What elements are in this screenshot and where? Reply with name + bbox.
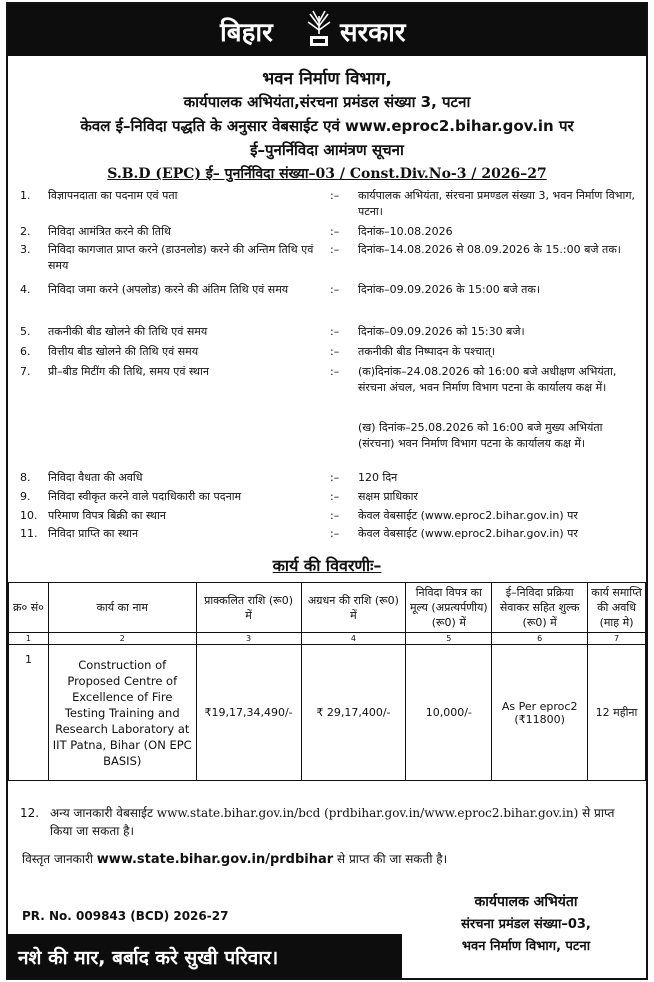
column-header: क्र० सं० [9,583,49,633]
column-number: 6 [492,633,588,645]
detail-website: www.state.bihar.gov.in/prdbihar [96,852,334,867]
estimated-amount: ₹19,17,34,490/- [196,645,301,781]
table-row [9,645,646,781]
fee-amount: (₹11800) [514,712,565,726]
notice-title: ई–पुनर्निविदा आमंत्रण सूचना [250,141,404,159]
office-name: कार्यपालक अभियंता,संरचना प्रमंडल संख्या 3, पटना [183,93,471,111]
column-header: अग्रधन की राशि (रू0) में [301,583,406,633]
signature-department: भवन निर्माण विभाग, पटना [461,939,591,954]
emblem-icon [304,8,334,52]
column-number-row [9,633,646,645]
column-header: ई–निविदा प्रक्रिया सेवाकर सहित शुल्क (रू0) में [492,583,588,633]
column-number: 5 [406,633,492,645]
detail-info: विस्तृत जानकारी www.state.bihar.gov.in/prdbihar से प्राप्त की जा सकती है। [22,852,448,867]
column-header: निविदा विपत्र का मूल्य (अप्रत्यर्पणीय) (रू0) में [406,583,492,633]
footer-slogan: नशे की मार, बर्बाद करे सुखी परिवार। [8,934,402,978]
signature-office: संरचना प्रमंडल संख्या–03, [461,917,591,932]
earnest-money: ₹ 29,17,400/- [301,645,406,781]
column-header: कार्य का नाम [48,583,196,633]
serial-number: 1 [9,645,49,781]
column-header: प्राक्कलित राशि (रू0) में [196,583,301,633]
column-number: 2 [48,633,196,645]
column-number: 4 [301,633,406,645]
fee-line: As Per eproc2 [501,699,578,713]
table-header-row [9,583,646,633]
notice-frame: बिहार सरकार भवन निर्माण विभाग, कार्यपालक अभियंता,संरचना प्रमंडल संख्या 3, पटना केवल ई–निविदा पद्धति के अनुसार वेबसाईट एवं www.eproc2.bihar.gov.in पर ई–पुनर्निविदा आमंत्रण सूचना S.B.D (EPC) ई– पुनर्निविदा संख्या–03 / Const.Div.No-3 / 2026–27 1. विज्ञापनदाता का पदनाम एवं पता :– कार्यपालक अभियंता, संरचना प्रमण्डल संख्या 3, भवन निर्माण विभाग, पटना। 2. निविदा आमंत्रित करने की तिथि :– दिनांक–10.08.2026 3. निविदा कागजात प्राप्त करने (डाउनलोड) करने की अन्तिम तिथि एवं समय :– दिनांक–14.08.2026 से 08.09.2026 के 15.:00 बजे तक। 4. निविदा जमा करने (अपलोड) करने की अंतिम तिथि एवं समय :– दिनांक–09.09.2026 के 15:00 बजे तक। 5. तकनीकी बीड खोलने की तिथि एवं समय :– दिनांक–09.09.2026 को 15:30 बजे। 6. वित्तीय बीड खोलने की तिथि एवं समय :– तकनीकी बीड निष्पादन के पश्चात्। 7. प्री–बीड मिटींग की तिथि, समय एवं स्थान :– (क)दिनांक–24.08.2026 को 16:00 बजे अधीक्षण अभियंता, संरचना अंचल, भवन निर्माण विभाग पटना के कार्यालय कक्ष में। (ख) दिनांक–25.08.2026 को 16:00 बजे मुख्य अभियंता (संरचना) भवन निर्माण विभाग पटना के कार्यालय कक्ष में। 8. निविदा वैधता की अवधि :– 120 दिन 9. निविदा स्वीकृत करने वाले पदाधिकारी का पदनाम :– सक्षम प्राधिकार 10. परिमाण विपत्र बिक्री का स्थान :– केवल वेबसाईट (www.eproc2.bihar.gov.in) पर 11. निविदा प्राप्ति का स्थान :– केवल वेबसाईट (www.eproc2.bihar.gov.in) पर कार्य की विवरणीः– क्र० सं० कार्य का नाम प्राक्कलित राशि (रू0) में अग्रधन की राशि (रू0) में निविदा विपत्र का मूल्य (अप्रत्यर्पणीय) (रू0) में ई–निविदा प्रक्रिया सेवाकर सहित शुल्क (रू0) में कार्य समाप्ति की अवधि (माह मे) 1 2 3 4 5 6 7 1 Construction of Proposed Centre of Excellence of Fire Testing Training and Research Laboratory at IIT Patna, Bihar (ON EPC BASIS) ₹19,17,34,490/- ₹ 29,17,400/- 10,000/- As Per eproc2 (₹11800) 12 महीना 12. अन्य जानकारी वेबसाईट www.state.bihar.gov.in/bcd (prdbihar.gov.in/www.eproc2.bihar.gov.in) से प्राप्त किया जा सकता है। विस्तृत जानकारी www.state.bihar.gov.in/prdbihar से प्राप्त की जा सकती है। PR. No. 009843 (BCD) 2026-27 कार्यपालक अभियंता संरचना प्रमंडल संख्या–03, भवन निर्माण विभाग, पटना नशे की मार, बर्बाद करे सुखी परिवार। [6,2,648,980]
work-details-table [8,582,646,781]
work-details-heading: कार्य की विवरणीः– [272,556,382,575]
department-name: भवन निर्माण विभाग, [262,69,392,89]
additional-info-text: अन्य जानकारी वेबसाईट www.state.bihar.gov.in/bcd (prdbihar.gov.in/www.eproc2.bihar.gov.in) से प्राप्त किया जा सकता है। [50,806,615,838]
header-banner [8,4,646,56]
pr-number: PR. No. 009843 (BCD) 2026-27 [22,909,229,923]
banner-title-left: बिहार [220,18,273,48]
tender-document-cost: 10,000/- [406,645,492,781]
column-number: 3 [196,633,301,645]
work-name: Construction of Proposed Centre of Excellence of Fire Testing Training and Research Laboratory at IIT Patna, Bihar (ON EPC BASIS) [48,645,196,781]
tender-mode-line: केवल ई–निविदा पद्धति के अनुसार वेबसाईट एवं www.eproc2.bihar.gov.in पर [80,117,574,135]
signature-designation: कार्यपालक अभियंता [474,894,578,910]
column-header: कार्य समाप्ति की अवधि (माह मे) [588,583,646,633]
column-number: 1 [9,633,49,645]
column-number: 7 [588,633,646,645]
tender-number: S.B.D (EPC) ई– पुनर्निविदा संख्या–03 / Const.Div.No-3 / 2026–27 [107,166,547,182]
completion-period: 12 महीना [588,645,646,781]
banner-title-right: सरकार [340,18,406,48]
e-tender-fee [492,645,588,781]
